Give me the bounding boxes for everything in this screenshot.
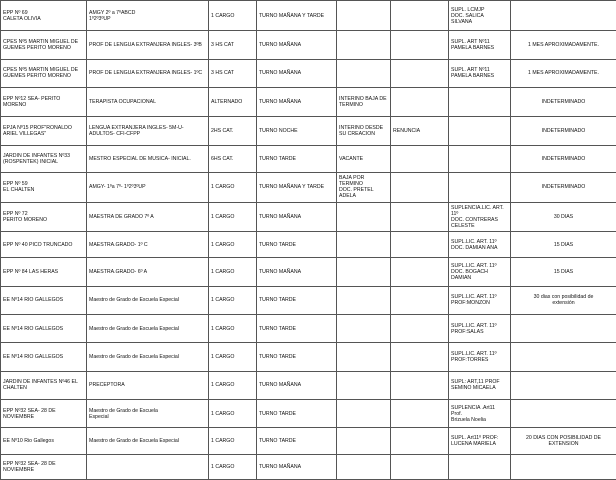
amount-cell: 1 CARGO (209, 371, 257, 399)
school-cell: EPP Nº 72 PERITO MORENO (1, 202, 87, 231)
duration-cell (511, 454, 616, 479)
status-cell (391, 173, 449, 202)
position-cell: AMGY 2º a 7ºABCD 1º2º3ºUP (87, 1, 209, 31)
duration-cell (511, 343, 616, 371)
school-cell: EPP Nº 59 EL CHALTEN (1, 173, 87, 202)
reason-cell: VACANTE (337, 145, 391, 172)
amount-cell: 1 CARGO (209, 286, 257, 314)
shift-cell: TURNO MAÑANA (257, 31, 337, 59)
table-row (1, 315, 616, 343)
status-cell (391, 31, 449, 59)
position-cell: PRECEPTORA (87, 371, 209, 399)
substitute-cell: SUPL.LIC. ART. 11º PROF:TORRES (449, 343, 511, 371)
position-cell: MESTRO ESPECIAL DE MUSICA- INICIAL. (87, 145, 209, 172)
school-cell: EE Nº14 RIO GALLEGOS (1, 286, 87, 314)
substitute-cell (449, 88, 511, 116)
school-cell: EPJA Nº15 PROF"RONALDO ARIEL VILLEGAS" (1, 116, 87, 145)
school-cell: EPP Nº12 SEA- PERITO MORENO (1, 88, 87, 116)
position-cell (87, 454, 209, 479)
reason-cell (337, 400, 391, 428)
position-cell: MAESTRA.GRADO- 6º A (87, 258, 209, 286)
duration-cell: INDETERMINADO (511, 116, 616, 145)
table-row (1, 343, 616, 371)
substitute-cell: SUPL.LIC. ART. 11º DOC. BOGACH DAMIAN (449, 258, 511, 286)
shift-cell: TURNO MAÑANA (257, 88, 337, 116)
duration-cell: 30 DIAS (511, 202, 616, 231)
status-cell (391, 59, 449, 87)
reason-cell (337, 1, 391, 31)
duration-cell (511, 400, 616, 428)
status-cell (391, 315, 449, 343)
shift-cell: TURNO MAÑANA (257, 371, 337, 399)
status-cell (391, 202, 449, 231)
amount-cell: 1 CARGO (209, 315, 257, 343)
reason-cell (337, 202, 391, 231)
duration-cell: INDETERMINADO (511, 173, 616, 202)
table-row (1, 116, 616, 145)
reason-cell: INTERINO BAJA DE TERMINO (337, 88, 391, 116)
school-cell: JARDIN DE INFANTES Nº33 (ROSPENTEK) INICIAL (1, 145, 87, 172)
position-cell: Maestro de Grado de Escuela Especial (87, 400, 209, 428)
substitute-cell: SUPL: ART,11 PROF SEMINO MICAELA (449, 371, 511, 399)
duration-cell: 15 DIAS (511, 232, 616, 258)
substitute-cell: SUPL. ART Nº11 PAMELA BARNES (449, 31, 511, 59)
school-cell: CPES Nº5 MARTIN MIGUEL DE GUEMES PERITO MORENO (1, 59, 87, 87)
school-cell: EPP Nº32 SEA- 28 DE NOVIEMBRE (1, 400, 87, 428)
table-row (1, 88, 616, 116)
school-cell: EPP Nº 40 PICO TRUNCADO (1, 232, 87, 258)
substitute-cell: SUPLENCIA.LIC. ART. 11º DOC. CONTRERAS CELESTE (449, 202, 511, 231)
status-cell (391, 88, 449, 116)
substitute-cell: SUPL. LCMJP DOC. SALICA SILVANA (449, 1, 511, 31)
table-row (1, 59, 616, 87)
school-cell: EE Nº14 RIO GALLEGOS (1, 343, 87, 371)
reason-cell (337, 59, 391, 87)
status-cell (391, 145, 449, 172)
substitute-cell: SUPL. ART Nº11 PAMELA BARNES (449, 59, 511, 87)
duration-cell: 20 DIAS CON POSIBILIDAD DE EXTENSION (511, 428, 616, 454)
substitute-cell: SUPL.LIC. ART. 11º PROF:MONZON (449, 286, 511, 314)
school-cell: EPP Nº 69 CALETA OLIVIA (1, 1, 87, 31)
shift-cell: TURNO TARDE (257, 286, 337, 314)
substitute-cell: SUPL.LIC. ART. 11º DOC. DAMIAN ANA (449, 232, 511, 258)
substitute-cell (449, 145, 511, 172)
table-row (1, 145, 616, 172)
amount-cell: 1 CARGO (209, 202, 257, 231)
status-cell (391, 232, 449, 258)
position-cell: Maestro de Grado de Escuela Especial (87, 428, 209, 454)
position-cell: PROF DE LENGUA EXTRANJERA INGLES- 3ºB (87, 31, 209, 59)
table-row (1, 31, 616, 59)
shift-cell: TURNO NOCHE (257, 116, 337, 145)
position-cell: AMGY- 1ºa 7º- 1º2º3ºUP (87, 173, 209, 202)
status-cell (391, 343, 449, 371)
reason-cell (337, 31, 391, 59)
duration-cell: INDETERMINADO (511, 88, 616, 116)
table-row (1, 454, 616, 479)
reason-cell (337, 286, 391, 314)
school-cell: CPES Nº5 MARTIN MIGUEL DE GUEMES PERITO MORENO (1, 31, 87, 59)
shift-cell: TURNO MAÑANA Y TARDE (257, 1, 337, 31)
table-row (1, 258, 616, 286)
shift-cell: TURNO MAÑANA (257, 258, 337, 286)
duration-cell: 1 MES APROXIMADAMENTE. (511, 59, 616, 87)
position-cell: TERAPISTA OCUPACIONAL (87, 88, 209, 116)
shift-cell: TURNO MAÑANA Y TARDE (257, 173, 337, 202)
amount-cell: 1 CARGO (209, 173, 257, 202)
status-cell (391, 1, 449, 31)
duration-cell (511, 315, 616, 343)
amount-cell: 3 HS CAT (209, 31, 257, 59)
reason-cell (337, 454, 391, 479)
school-cell: EE Nº14 RIO GALLEGOS (1, 315, 87, 343)
shift-cell: TURNO TARDE (257, 400, 337, 428)
amount-cell: 1 CARGO (209, 258, 257, 286)
position-cell: Maestro de Grado de Escuela Especial (87, 286, 209, 314)
substitute-cell: SUPL.LIC. ART. 11º PROF:SALAS (449, 315, 511, 343)
table-row (1, 400, 616, 428)
substitute-cell (449, 173, 511, 202)
position-cell: Maestro de Grado de Escuela Especial (87, 315, 209, 343)
reason-cell: INTERINO DESDE SU CREACION (337, 116, 391, 145)
school-cell: EPP Nº 84 LAS HERAS (1, 258, 87, 286)
substitute-cell: SUPLENCIA .Art11 Prof. Brizuela Noelia (449, 400, 511, 428)
reason-cell: BAJA POR TERMINO DOC. PRETEL ADELA (337, 173, 391, 202)
amount-cell: 1 CARGO (209, 454, 257, 479)
status-cell: RENUNCIA (391, 116, 449, 145)
amount-cell: 6HS CAT. (209, 145, 257, 172)
shift-cell: TURNO TARDE (257, 145, 337, 172)
substitute-cell (449, 116, 511, 145)
duration-cell: 1 MES APROXIMADAMENTE. (511, 31, 616, 59)
school-cell: EE Nº10 Rio Gallegos (1, 428, 87, 454)
shift-cell: TURNO TARDE (257, 428, 337, 454)
position-cell: PROF DE LENGUA EXTRANJERA INGLES- 1ºC (87, 59, 209, 87)
amount-cell: 3 HS CAT (209, 59, 257, 87)
reason-cell (337, 232, 391, 258)
amount-cell: ALTERNADO (209, 88, 257, 116)
amount-cell: 1 CARGO (209, 428, 257, 454)
shift-cell: TURNO TARDE (257, 232, 337, 258)
status-cell (391, 371, 449, 399)
status-cell (391, 428, 449, 454)
table-row (1, 371, 616, 399)
amount-cell: 1 CARGO (209, 1, 257, 31)
duration-cell (511, 371, 616, 399)
reason-cell (337, 343, 391, 371)
reason-cell (337, 428, 391, 454)
shift-cell: TURNO TARDE (257, 315, 337, 343)
table-row (1, 173, 616, 202)
substitute-cell (449, 454, 511, 479)
shift-cell: TURNO MAÑANA (257, 454, 337, 479)
amount-cell: 2HS CAT. (209, 116, 257, 145)
position-cell: MAESTRA DE GRADO 7º A (87, 202, 209, 231)
table-row (1, 202, 616, 231)
table-row (1, 1, 616, 31)
reason-cell (337, 371, 391, 399)
amount-cell: 1 CARGO (209, 343, 257, 371)
position-cell: Maestro de Grado de Escuela Especial (87, 343, 209, 371)
school-cell: EPP Nº32 SEA- 28 DE NOVIEMBRE (1, 454, 87, 479)
amount-cell: 1 CARGO (209, 232, 257, 258)
status-cell (391, 454, 449, 479)
shift-cell: TURNO MAÑANA (257, 202, 337, 231)
substitute-cell: SUPL. Art11º PROF: LUCENA MARIELA (449, 428, 511, 454)
duration-cell: 15 DIAS (511, 258, 616, 286)
status-cell (391, 258, 449, 286)
reason-cell (337, 258, 391, 286)
shift-cell: TURNO TARDE (257, 343, 337, 371)
table-row (1, 286, 616, 314)
reason-cell (337, 315, 391, 343)
status-cell (391, 400, 449, 428)
position-cell: MAESTRA.GRADO- 1º C (87, 232, 209, 258)
table-row (1, 232, 616, 258)
position-cell: LENGUA EXTRANJERA INGLES- 5M-U- ADULTOS- CFI-CFPP (87, 116, 209, 145)
duration-cell (511, 1, 616, 31)
duration-cell: 30 dias con posibilidad de extensión (511, 286, 616, 314)
table-body (1, 1, 616, 480)
duration-cell: INDETERMINADO (511, 145, 616, 172)
shift-cell: TURNO MAÑANA (257, 59, 337, 87)
amount-cell: 1 CARGO (209, 400, 257, 428)
school-cell: JARDIN DE INFANTES Nº46 EL CHALTEN (1, 371, 87, 399)
table-row (1, 428, 616, 454)
status-cell (391, 286, 449, 314)
